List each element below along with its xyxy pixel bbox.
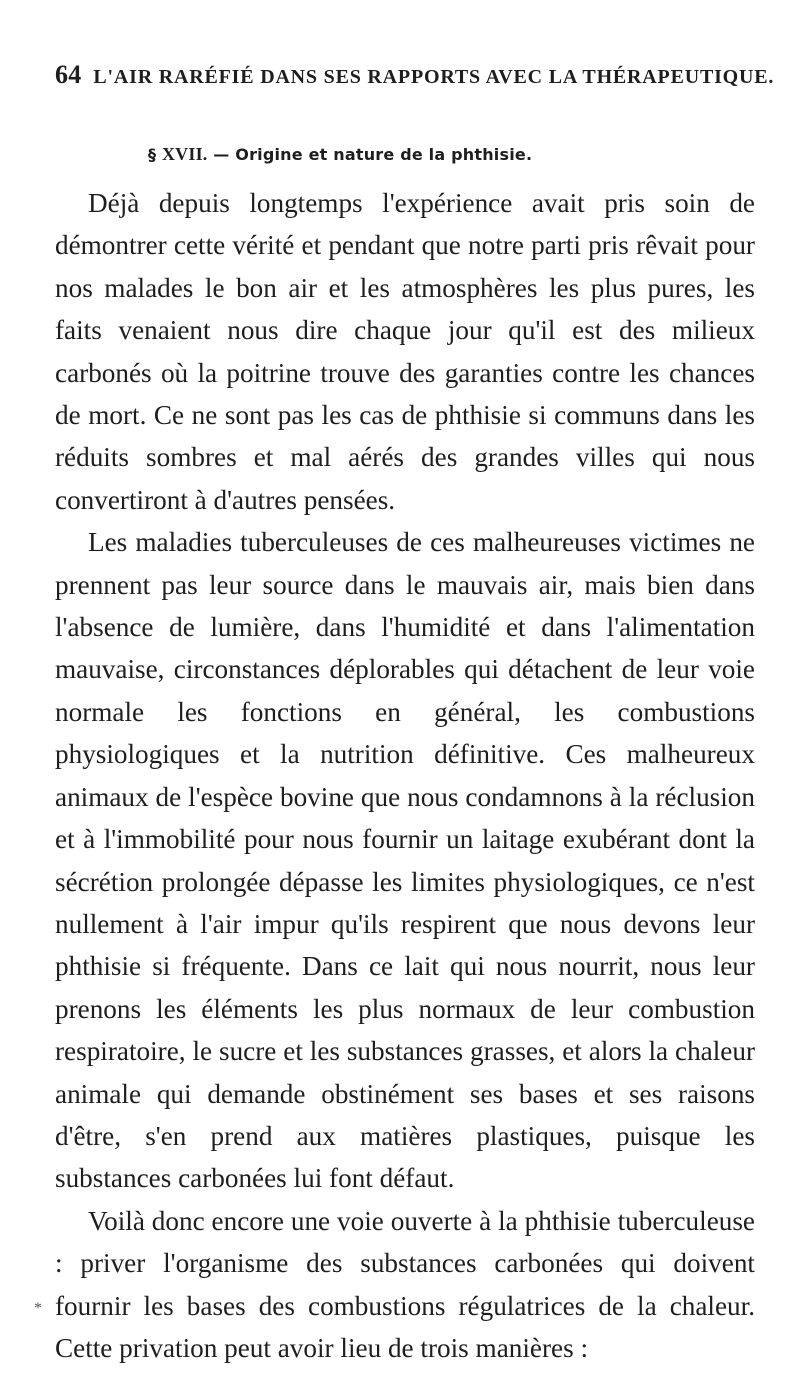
body-text: [55, 182, 755, 1369]
running-head: [55, 60, 775, 90]
margin-mark: *: [34, 1300, 42, 1317]
section-heading: [148, 144, 768, 165]
section-number: XVII.: [161, 144, 208, 164]
section-title: Origine et nature de la phthisie.: [235, 145, 533, 164]
section-symbol: §: [148, 145, 157, 164]
page-number: 64: [55, 60, 82, 89]
running-title: L'AIR RARÉFIÉ DANS SES RAPPORTS AVEC LA THÉRAPEUTIQUE.: [93, 66, 775, 88]
paragraph-3: Voilà donc encore une voie ouverte à la phthisie tuberculeuse : priver l'organisme des substances carbonées qui doivent fournir les bases des combustions régulatrices de la chaleur. Cette privation peut avoir lieu de trois manières :: [55, 1205, 755, 1363]
section-dash: —: [213, 145, 230, 164]
paragraph-2: Les maladies tuberculeuses de ces malheureuses victimes ne prennent pas leur source dans le mauvais air, mais bien dans l'absence de lumière, dans l'humidité et dans l'alimentation mauvaise, circonstances déplorables qui détachent de leur voie normale les fonctions en général, les combustions physiologiques et la nutrition définitive. Ces malheureux animaux de l'espèce bovine que nous condamnons à la réclusion et à l'immobilité pour nous fournir un laitage exubérant dont la sécrétion prolongée dépasse les limites physiologiques, ce n'est nullement à l'air impur qu'ils respirent que nous devons leur phthisie si fréquente. Dans ce lait qui nous nourrit, nous leur prenons les éléments les plus normaux de leur combustion respiratoire, le sucre et les substances grasses, et alors la chaleur animale qui demande obstinément ses bases et ses raisons d'être, s'en prend aux matières plastiques, puisque les substances carbonées lui font défaut.: [55, 527, 755, 1194]
paragraph-1: Déjà depuis longtemps l'expérience avait pris soin de démontrer cette vérité et pendant que notre parti pris rêvait pour nos malades le bon air et les atmosphères les plus pures, les faits venaient nous dire chaque jour qu'il est des milieux carbonés où la poitrine trouve des garanties contre les chances de mort. Ce ne sont pas les cas de phthisie si communs dans les réduits sombres et mal aérés des grandes villes qui nous convertiront à d'autres pensées.: [55, 188, 755, 515]
